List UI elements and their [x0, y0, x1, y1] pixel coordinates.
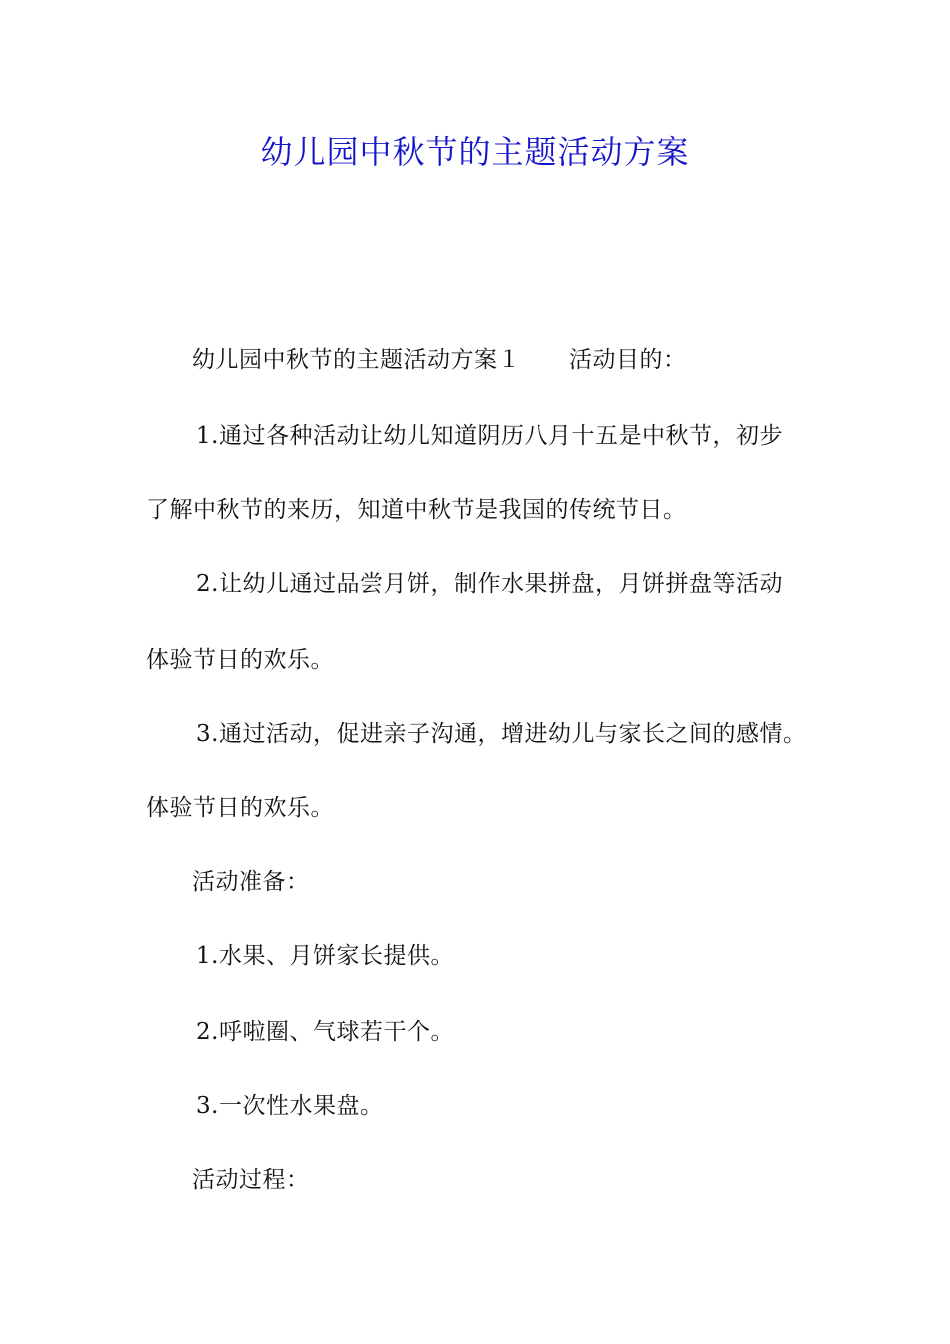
- goal-1-line-2: 了解中秋节的来历，知道中秋节是我国的传统节日。: [146, 497, 687, 523]
- goal-2-line-1: 2.让幼儿通过品尝月饼，制作水果拼盘，月饼拼盘等活动: [196, 571, 783, 597]
- section-heading: 幼儿园中秋节的主题活动方案１: [192, 347, 521, 373]
- goal-2-line-2: 体验节日的欢乐。: [146, 647, 334, 673]
- goal-3-line-1: 3.通过活动，促进亲子沟通，增进幼儿与家长之间的感情。: [196, 721, 807, 747]
- preparation-item-3: 3.一次性水果盘。: [196, 1093, 384, 1119]
- goal-1-line-1: 1.通过各种活动让幼儿知道阴历八月十五是中秋节，初步: [196, 423, 783, 449]
- process-heading: 活动过程：: [192, 1167, 310, 1193]
- goal-3-line-2: 体验节日的欢乐。: [146, 795, 334, 821]
- document-title: 幼儿园中秋节的主题活动方案: [260, 133, 690, 171]
- preparation-item-1: 1.水果、月饼家长提供。: [196, 943, 454, 969]
- goals-heading: 活动目的：: [569, 347, 687, 373]
- intro-line: [192, 344, 687, 376]
- preparation-heading: 活动准备：: [192, 869, 310, 895]
- preparation-item-2: 2.呼啦圈、气球若干个。: [196, 1019, 454, 1045]
